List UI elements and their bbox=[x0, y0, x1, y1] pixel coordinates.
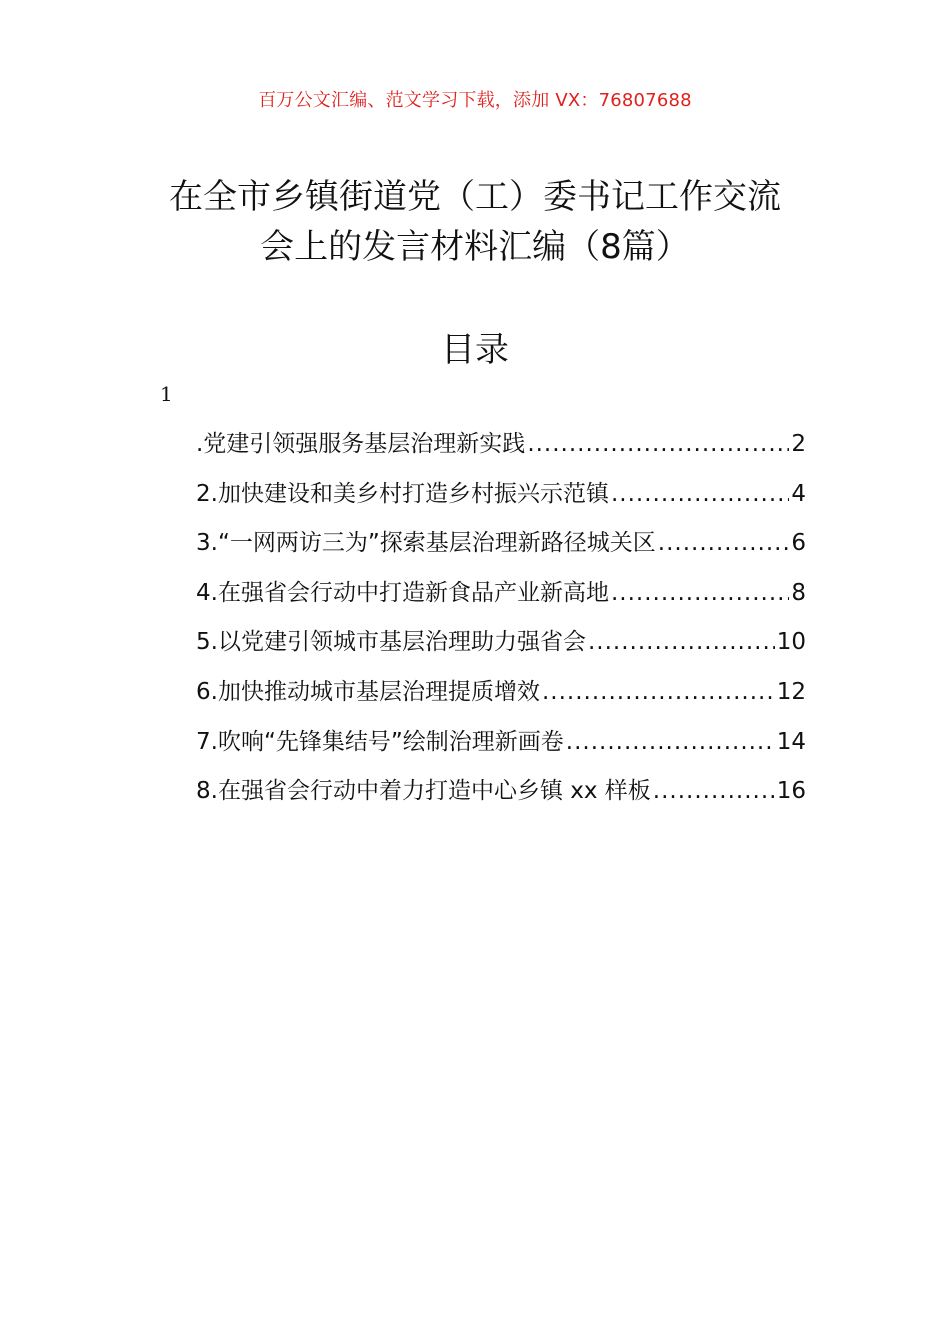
toc-entry-2[interactable] bbox=[196, 474, 806, 524]
toc-entry-6[interactable] bbox=[196, 672, 806, 722]
header-watermark-note: 百万公文汇编、范文学习下载，添加 VX：76807688 bbox=[258, 90, 692, 111]
toc-entry-1[interactable] bbox=[196, 424, 806, 474]
toc-entry-page: 14 bbox=[776, 728, 806, 755]
toc-entry-label: 6.加快推动城市基层治理提质增效 bbox=[196, 678, 540, 705]
toc-entry-page: 16 bbox=[776, 778, 806, 805]
toc-entry-label: 8.在强省会行动中着力打造中心乡镇 xx 样板 bbox=[196, 778, 651, 805]
document-title-line-1: 在全市乡镇街道党（工）委书记工作交流 bbox=[169, 177, 781, 217]
toc-entry-label: 7.吹响“先锋集结号”绘制治理新画卷 bbox=[196, 728, 564, 755]
toc-entry-label: 4.在强省会行动中打造新食品产业新高地 bbox=[196, 579, 609, 606]
toc-heading: 目录 bbox=[441, 330, 509, 370]
toc-entry-page: 4 bbox=[791, 480, 806, 507]
stray-number: 1 bbox=[160, 382, 173, 406]
toc-dot-leader bbox=[566, 722, 775, 762]
toc-entry-label: 5.以党建引领城市基层治理助力强省会 bbox=[196, 629, 586, 656]
toc-entry-4[interactable] bbox=[196, 573, 806, 623]
toc-dot-leader bbox=[588, 622, 775, 662]
toc-entry-7[interactable] bbox=[196, 722, 806, 772]
toc-entry-3[interactable] bbox=[196, 523, 806, 573]
table-of-contents bbox=[196, 424, 806, 821]
toc-entry-page: 12 bbox=[776, 678, 806, 705]
toc-dot-leader bbox=[611, 474, 789, 514]
toc-entry-label: .党建引领强服务基层治理新实践 bbox=[196, 431, 526, 457]
toc-entry-page: 6 bbox=[791, 530, 806, 557]
document-title-line-2: 会上的发言材料汇编（8篇） bbox=[260, 227, 690, 267]
toc-dot-leader bbox=[658, 523, 790, 563]
toc-entry-page: 10 bbox=[776, 629, 806, 656]
document-title bbox=[120, 172, 830, 272]
toc-entry-page: 8 bbox=[791, 579, 806, 606]
toc-entry-page: 2 bbox=[791, 431, 806, 457]
toc-dot-leader bbox=[653, 771, 775, 811]
toc-dot-leader bbox=[527, 424, 789, 464]
toc-entry-5[interactable] bbox=[196, 622, 806, 672]
toc-dot-leader bbox=[542, 672, 775, 712]
toc-entry-label: 2.加快建设和美乡村打造乡村振兴示范镇 bbox=[196, 480, 609, 507]
toc-entry-label: 3.“一网两访三为”探索基层治理新路径城关区 bbox=[196, 530, 656, 557]
toc-dot-leader bbox=[611, 573, 789, 613]
toc-entry-8[interactable] bbox=[196, 771, 806, 821]
